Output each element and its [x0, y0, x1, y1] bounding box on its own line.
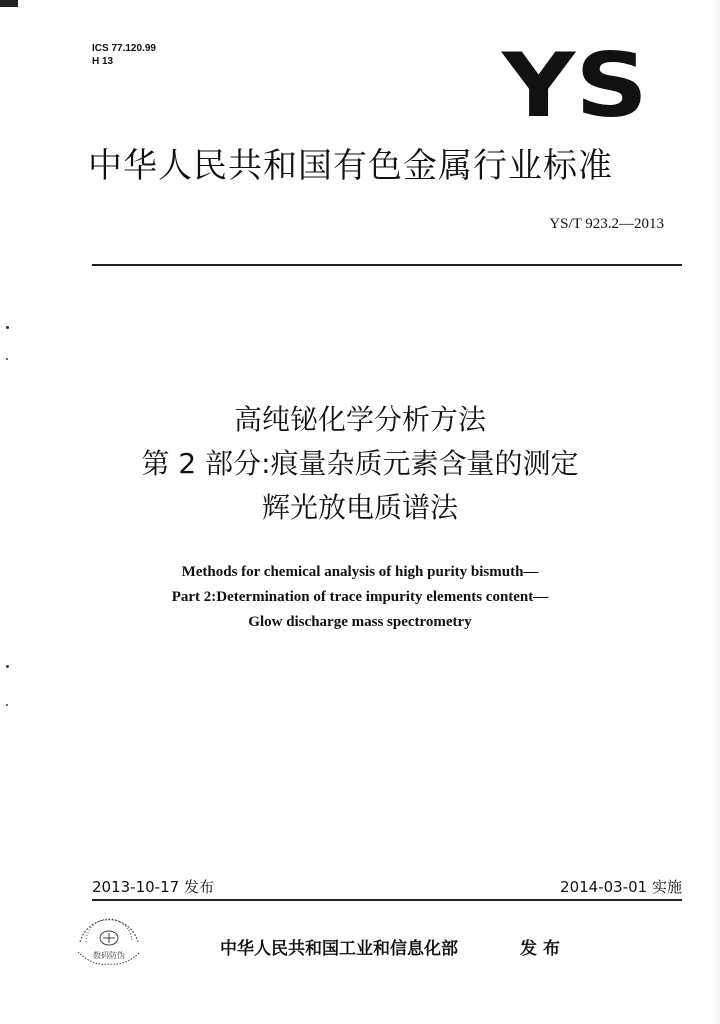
footer-divider	[92, 899, 682, 901]
chinese-title-line-1: 高纯铋化学分析方法	[233, 403, 486, 436]
implementation-date: 2014-03-01 实施	[560, 878, 682, 896]
scan-edge-shadow	[712, 0, 720, 1024]
standard-number: YS/T 923.2—2013	[549, 216, 664, 232]
ys-logo-text: YS	[500, 42, 648, 122]
dates-row	[92, 876, 682, 896]
anti-counterfeit-seal	[72, 908, 146, 968]
ics-code: ICS 77.120.99	[92, 43, 156, 54]
margin-speck	[6, 665, 9, 668]
scan-corner-mark	[0, 0, 18, 7]
chinese-title-line-3: 辉光放电质谱法	[261, 491, 458, 524]
margin-speck	[6, 704, 8, 706]
industry-standard-title: 中华人民共和国有色金属行业标准	[88, 146, 613, 186]
english-title-line-2: Part 2:Determination of trace impurity elements content—	[171, 589, 549, 605]
english-title-line-1: Methods for chemical analysis of high purity bismuth—	[181, 564, 539, 580]
margin-speck	[6, 326, 9, 329]
publish-label: 发布	[520, 939, 566, 959]
header-divider	[92, 264, 682, 266]
issuing-authority: 中华人民共和国工业和信息化部	[220, 939, 458, 959]
issue-date: 2013-10-17 发布	[92, 878, 214, 896]
seal-text: 数码防伪	[93, 951, 125, 960]
english-title-block	[0, 560, 720, 635]
margin-speck	[6, 358, 8, 360]
ccs-code: H 13	[92, 56, 114, 67]
english-title-line-3: Glow discharge mass spectrometry	[248, 614, 472, 630]
chinese-title-block	[0, 398, 720, 530]
ys-logo	[500, 42, 650, 122]
classification-codes	[92, 42, 156, 68]
chinese-title-line-2: 第 2 部分:痕量杂质元素含量的测定	[141, 447, 579, 480]
